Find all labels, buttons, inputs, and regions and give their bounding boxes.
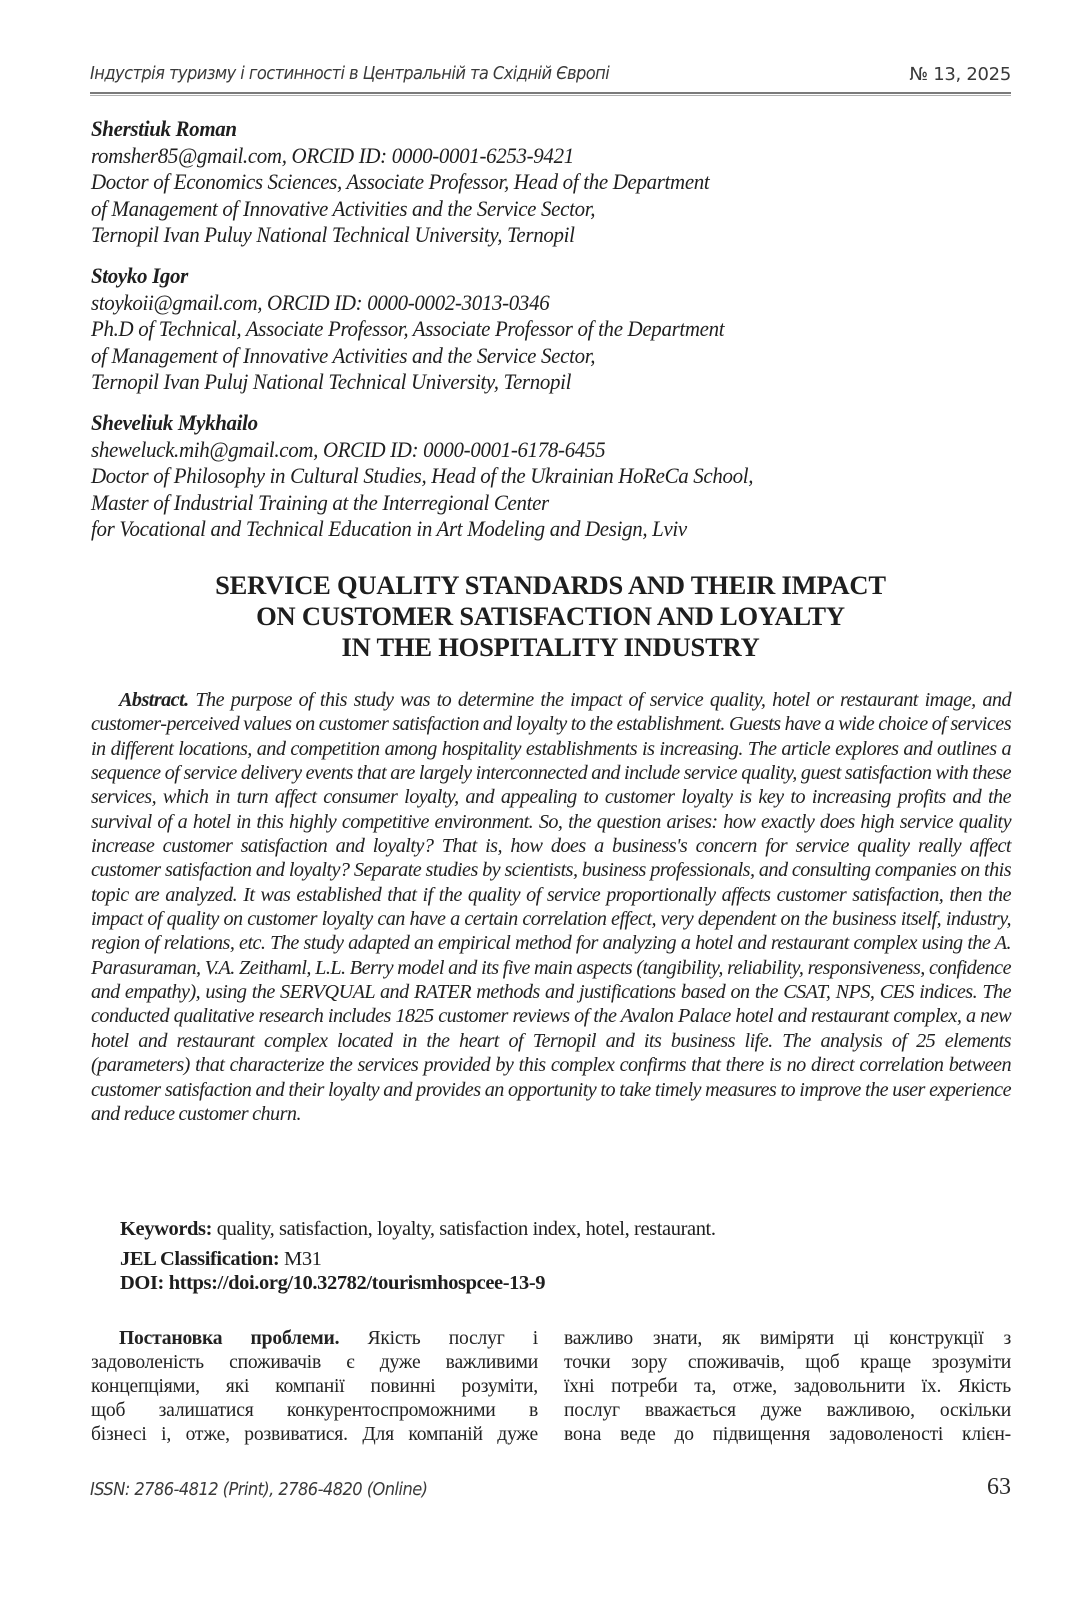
body-line: задоволеність споживачів є дуже важливими — [91, 1351, 538, 1373]
body-column-left — [91, 1327, 538, 1447]
abstract-label: Abstract. — [119, 689, 189, 711]
author-name: Stoyko Igor — [91, 263, 188, 288]
author-affiliation-line: Ph.D of Technical, Associate Professor, Associate Professor of the Department — [91, 316, 725, 342]
abstract — [91, 688, 1011, 1126]
author-affiliation-line: of Management of Innovative Activities and the Service Sector, — [91, 342, 596, 368]
author-block — [91, 410, 803, 543]
body-line: вона веде до підвищення задоволеності клієн- — [564, 1423, 1011, 1445]
body-line: їхні потреби та, отже, задовольнити їх. Якість — [564, 1375, 1011, 1397]
header-rule — [90, 92, 1011, 96]
keywords-label: Keywords: — [120, 1218, 213, 1240]
author-contact[interactable]: romsher85@gmail.com, ORCID ID: 0000-0001-6253-9421 — [91, 142, 574, 168]
doi-link[interactable]: https://doi.org/10.32782/tourismhospcee-13-9 — [163, 1272, 546, 1294]
body-line: щоб залишатися конкурентоспроможними в — [91, 1399, 538, 1421]
abstract-text: The purpose of this study was to determine the impact of service quality, hotel or restaurant image, and customer-perceived values on customer satisfaction and loyalty to the establishment. Guests have a wide choice of services in different locations, and competition among hospitality establishments is increasing. The article explores and outlines a sequence of service delivery events that are largely interconnected and include service quality, guest satisfaction with these services, which in turn affect consumer loyalty, and appealing to customer loyalty is key to increasing profits and the survival of a hotel in this highly competitive environment. So, the question arises: how exactly does high service quality increase customer satisfaction and loyalty? That is, how does a business's concern for service quality really affect customer satisfaction and loyalty? Separate studies by scientists, business professionals, and consulting companies on this topic are analyzed. It was established that if the quality of service proportionally affects customer satisfaction, then the impact of quality on customer loyalty can have a certain correlation effect, very dependent on the business itself, industry, region of relations, etc. The study adapted an empirical method for analyzing a hotel and restaurant complex using the A. Parasuraman, V.A. Zeithaml, L.L. Berry model and its five main aspects (tangibility, reliability, responsiveness, confidence and empathy), using the SERVQUAL and RATER methods and justifications based on the CSAT, NPS, CES indices. The conducted qualitative research includes 1825 customer reviews of the Avalon Palace hotel and restaurant complex, a new hotel and restaurant complex located in the heart of Ternopil and its business life. The analysis of 25 elements (parameters) that characterize the services provided by this complex confirms that there is no direct correlation between customer satisfaction and their loyalty and provides an opportunity to take timely measures to improve the user experience and reduce customer churn. — [91, 689, 1011, 1125]
author-contact[interactable]: sheweluck.mih@gmail.com, ORCID ID: 0000-0001-6178-6455 — [91, 436, 606, 462]
body-column-right — [564, 1327, 1011, 1447]
author-affiliation-line: for Vocational and Technical Education in Art Modeling and Design, Lviv — [91, 516, 687, 542]
author-block — [91, 263, 772, 396]
body-line: бізнесі і, отже, розвиватися. Для компаній дуже — [91, 1423, 538, 1445]
title-line: IN THE HOSPITALITY INDUSTRY — [341, 632, 760, 662]
author-affiliation-line: of Management of Innovative Activities and the Service Sector, — [91, 195, 596, 221]
body-line: точки зору споживачів, щоб краще зрозуміти — [564, 1351, 1011, 1373]
author-affiliation-line: Ternopil Ivan Puluj National Technical University, Ternopil — [91, 369, 572, 395]
article-title — [90, 570, 1011, 663]
jel-label: JEL Classification: — [120, 1248, 280, 1270]
keywords-value: quality, satisfaction, loyalty, satisfaction index, hotel, restaurant. — [212, 1218, 716, 1240]
running-header — [90, 64, 1011, 92]
title-line: ON CUSTOMER SATISFACTION AND LOYALTY — [256, 601, 845, 631]
author-name: Sheveliuk Mykhailo — [91, 410, 258, 435]
body-line: Постановка проблеми. Якість послуг і — [119, 1328, 539, 1349]
jel-classification — [120, 1248, 322, 1271]
body-line: важливо знати, як виміряти ці конструкції з — [564, 1328, 1011, 1349]
author-name: Sherstiuk Roman — [91, 116, 237, 141]
keywords — [120, 1218, 716, 1241]
body-line: послуг вважається дуже важливою, оскільки — [564, 1399, 1011, 1421]
doi-label: DOI: — [120, 1272, 164, 1294]
jel-value: M31 — [279, 1248, 322, 1270]
author-affiliation-line: Doctor of Philosophy in Cultural Studies, Head of the Ukrainian HoReCa School, — [91, 463, 754, 489]
section-heading: Постановка проблеми. — [119, 1328, 340, 1349]
author-affiliation-line: Ternopil Ivan Puluy National Technical University, Ternopil — [91, 222, 575, 248]
author-block — [91, 116, 756, 249]
author-affiliation-line: Master of Industrial Training at the Interregional Center — [91, 489, 549, 515]
title-line: SERVICE QUALITY STANDARDS AND THEIR IMPACT — [215, 570, 886, 600]
body-line: концепціями, які компанії повинні розуміти, — [91, 1375, 538, 1397]
doi — [120, 1272, 545, 1295]
author-affiliation-line: Doctor of Economics Sciences, Associate Professor, Head of the Department — [91, 169, 710, 195]
issue-number: № 13, 2025 — [909, 64, 1011, 85]
footer-issn: ISSN: 2786-4812 (Print), 2786-4820 (Online) — [90, 1480, 428, 1500]
page-number: 63 — [987, 1474, 1011, 1500]
author-contact[interactable]: stoykoii@gmail.com, ORCID ID: 0000-0002-3013-0346 — [91, 289, 550, 315]
journal-title: Індустрія туризму і гостинності в Центральній та Східній Європі — [90, 64, 610, 84]
